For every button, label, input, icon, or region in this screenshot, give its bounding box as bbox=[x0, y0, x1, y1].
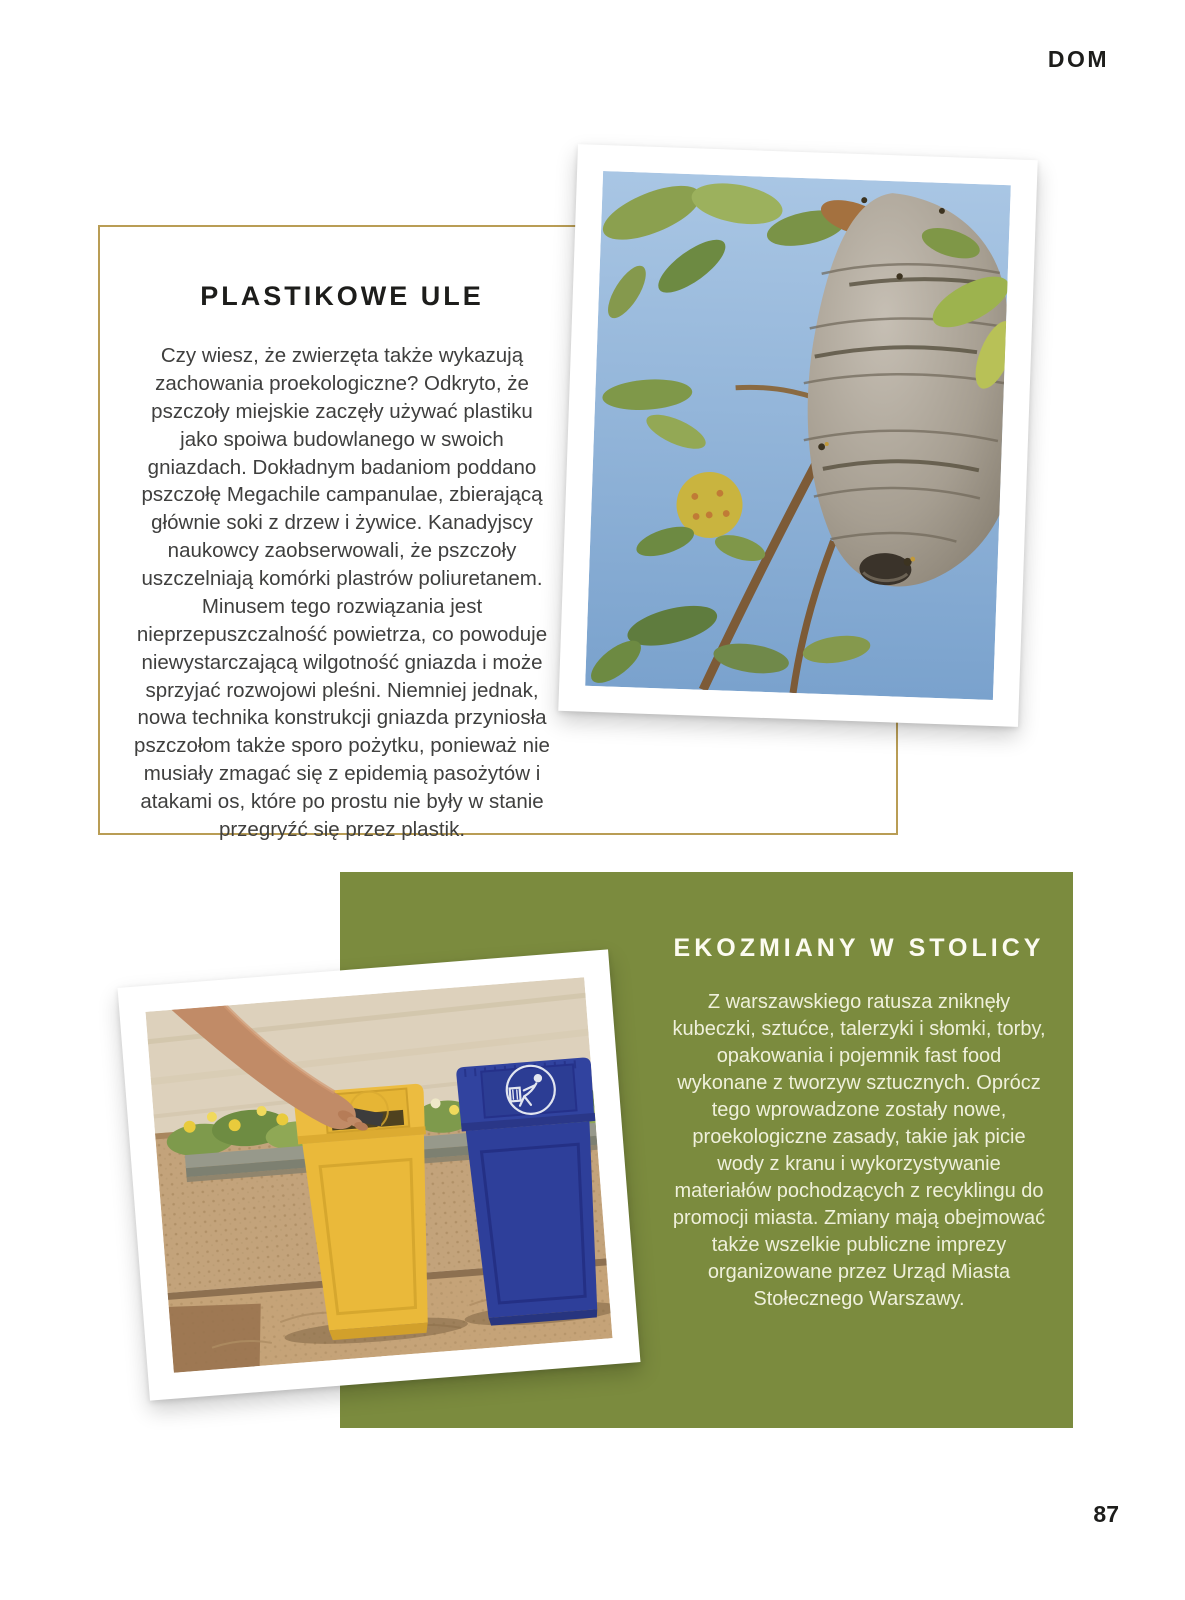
article-title: PLASTIKOWE ULE bbox=[200, 281, 484, 311]
article-ekozmiany bbox=[671, 934, 1047, 1313]
recycling-bins-illustration bbox=[145, 977, 612, 1372]
article-body: Z warszawskiego ratusza zniknęły kubeczki, sztućce, talerzyki i słomki, torby, opakowania i pojemnik fast food wykonane z tworzyw sztucznych. Oprócz tego wprowadzone zostały nowe, proekologiczne zasady, takie jak picie wody z kranu i wykorzystywanie materiałów pochodzących z recyklingu do promocji miasta. Zmiany mają obejmować także wszelkie publiczne imprezy organizowane przez Urząd Miasta Stołecznego Warszawy. bbox=[672, 991, 1046, 1310]
recycling-bins-photo bbox=[118, 949, 641, 1400]
section-header: DOM bbox=[1047, 46, 1109, 72]
article-title: EKOZMIANY W STOLICY bbox=[673, 934, 1045, 962]
article-body: Czy wiesz, że zwierzęta także wykazują zachowania proekologiczne? Odkryto, że pszczoły miejskie zaczęły używać plastiku jako spoiwa budowlanego w swoich gniazdach. Dokładnym badaniom poddano pszczołę Megachile campanulae, zbierającą głównie soki z drzew i żywice. Kanadyjscy naukowcy zaobserwowali, że pszczoły uszczelniają komórki plastrów poliuretanem. Minusem tego rozwiązania jest nieprzepuszczalność powietrza, co powoduje niewystarczającą wilgotność gniazda i może sprzyjać rozwojowi pleśni. Niemniej jednak, nowa technika konstrukcji gniazda przyniosła pszczołom także sporo pożytku, ponieważ nie musiały zmagać się z epidemią pasożytów i atakami os, które po prostu nie były w stanie przegryźć się przez plastik. bbox=[134, 344, 550, 841]
wasp-nest-photo bbox=[558, 144, 1038, 727]
page-number: 87 bbox=[1093, 1501, 1119, 1527]
wasp-nest-illustration bbox=[585, 171, 1011, 700]
article-plastikowe-ule bbox=[130, 281, 554, 844]
